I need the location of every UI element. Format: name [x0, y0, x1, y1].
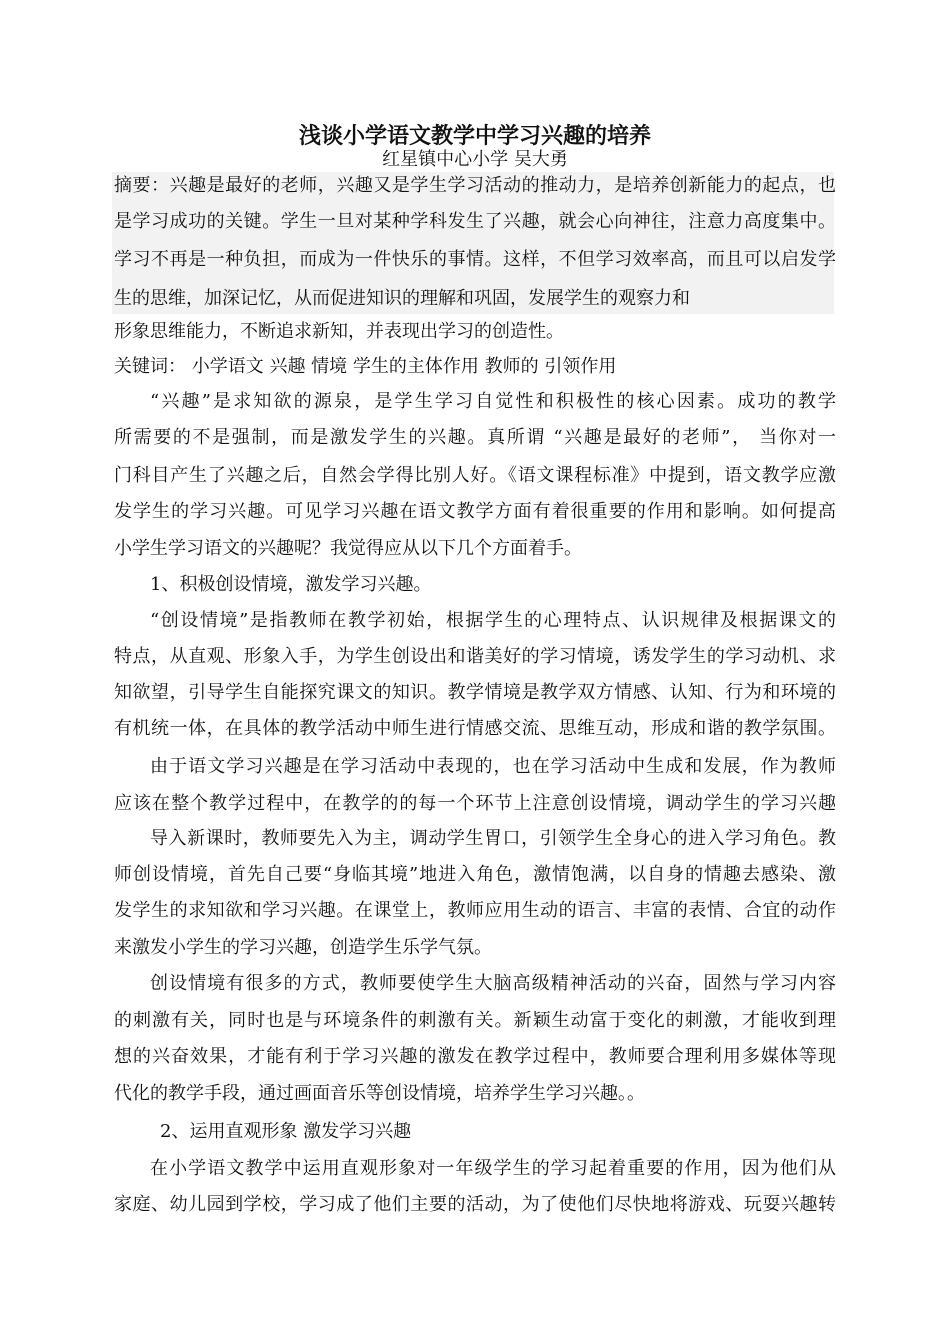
- paragraph-line: 导入新课时，教师要先入为主，调动学生胃口，引领学生全身心的进入学习角色。教: [150, 828, 836, 849]
- abstract-line: 形象思维能力，不断追求新知，并表现出学习的创造性。: [114, 321, 564, 342]
- paragraph-line: “创设情境”是指教师在教学初始，根据学生的心理特点、认识规律及根据课文的: [150, 610, 836, 631]
- document-title: 浅谈小学语文教学中学习兴趣的培养: [298, 123, 651, 149]
- paragraph-line: 小学生学习语文的兴趣呢？我觉得应从以下几个方面着手。: [114, 538, 582, 559]
- section-heading: 1、积极创设情境，激发学习兴趣。: [150, 574, 432, 595]
- author-line: 红星镇中心小学 吴大勇: [382, 149, 568, 170]
- paragraph-line: 由于语文学习兴趣是在学习活动中表现的，也在学习活动中生成和发展，作为教师: [150, 756, 836, 777]
- paragraph-line: 知欲望，引导学生自能探究课文的知识。教学情境是教学双方情感、认知、行为和环境的: [114, 682, 836, 703]
- paragraph-line: 师创设情境，首先自己要“身临其境”地进入角色，激情饱满，以自身的情趣去感染、激: [114, 864, 836, 885]
- paragraph-line: 发学生的求知欲和学习兴趣。在课堂上，教师应用生动的语言、丰富的表情、合宜的动作: [114, 900, 836, 921]
- paragraph-line: “兴趣”是求知欲的源泉，是学生学习自觉性和积极性的核心因素。成功的教学: [150, 391, 836, 412]
- paragraph-line: 发学生的学习兴趣。可见学习兴趣在语文教学方面有着很重要的作用和影响。如何提高: [114, 501, 836, 522]
- paragraph-line: 代化的教学手段，通过画面音乐等创设情境，培养学生学习兴趣。。: [114, 1083, 645, 1104]
- abstract-line: 是学习成功的关键。学生一旦对某种学科发生了兴趣，就会心向神往，注意力高度集中。: [114, 211, 836, 232]
- paragraph-line: 所需要的不是强制，而是激发学生的兴趣。真所谓 “兴趣是最好的老师”， 当你对一: [114, 427, 836, 448]
- paragraph-line: 的刺激有关，同时也是与环境条件的刺激有关。新颖生动富于变化的刺激，才能收到理: [114, 1010, 836, 1031]
- paragraph-line: 创设情境有很多的方式，教师要使学生大脑高级精神活动的兴奋，固然与学习内容: [150, 973, 836, 994]
- abstract-line: 摘要：兴趣是最好的老师，兴趣又是学生学习活动的推动力，是培养创新能力的起点，也: [114, 175, 836, 196]
- paragraph-line: 在小学语文教学中运用直观形象对一年级学生的学习起着重要的作用，因为他们从: [150, 1158, 836, 1179]
- paragraph-line: 门科目产生了兴趣之后，自然会学得比别人好。《语文课程标准》中提到，语文教学应激: [114, 465, 836, 486]
- keywords-line: 关键词： 小学语文 兴趣 情境 学生的主体作用 教师的 引领作用: [114, 356, 617, 377]
- paragraph-line: 家庭、幼儿园到学校，学习成了他们主要的活动，为了使他们尽快地将游戏、玩耍兴趣转: [114, 1194, 836, 1215]
- abstract-line: 学习不再是一种负担，而成为一件快乐的事情。这样，不但学习效率高，而且可以启发学: [114, 249, 836, 270]
- paragraph-line: 特点，从直观、形象入手，为学生创设出和谐美好的学习情境，诱发学生的学习动机、求: [114, 646, 836, 667]
- paragraph-line: 想的兴奋效果，才能有利于学习兴趣的激发在教学过程中，教师要合理利用多媒体等现: [114, 1046, 836, 1067]
- section-heading: 2、运用直观形象 激发学习兴趣: [160, 1121, 412, 1142]
- paragraph-line: 来激发小学生的学习兴趣，创造学生乐学气氛。: [114, 937, 492, 958]
- paragraph-line: 应该在整个教学过程中，在教学的的每一个环节上注意创设情境，调动学生的学习兴趣: [114, 793, 836, 814]
- paragraph-line: 有机统一体，在具体的教学活动中师生进行情感交流、思维互动，形成和谐的教学氛围。: [114, 718, 836, 739]
- abstract-line: 生的思维，加深记忆，从而促进知识的理解和巩固，发展学生的观察力和: [114, 288, 690, 309]
